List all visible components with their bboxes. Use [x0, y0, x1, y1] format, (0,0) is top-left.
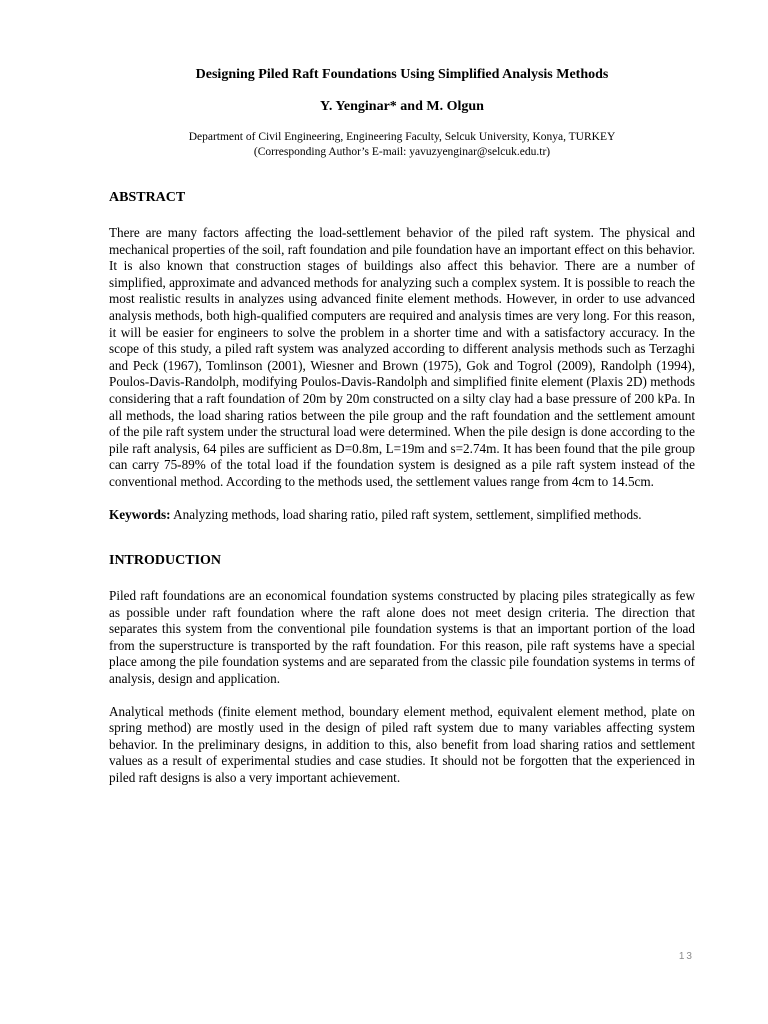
abstract-body: There are many factors affecting the load-settlement behavior of the piled raft system. The physical and mechanical properties of the soil, raft foundation and pile foundation have an important effect on this behavior. It is also known that construction stages of buildings also affect this behavior. There are a number of simplified, approximate and advanced methods for analyzing such a complex system. It is possible to reach the most realistic results in analyzes using advanced finite element methods. However, in order to use advanced analysis methods, both high-qualified computers are required and analysis times are very long. For this reason, it will be easier for engineers to solve the problem in a shorter time and with a satisfactory accuracy. In the scope of this study, a piled raft system was analyzed according to different analysis methods such as Terzaghi and Peck (1967), Tomlinson (2001), Wiesner and Brown (1975), Gok and Togrol (2009), Randolph (1994), Poulos-Davis-Randolph, modifying Poulos-Davis-Randolph and simplified finite element (Plaxis 2D) methods considering that a raft foundation of 20m by 20m constructed on a silty clay had a base pressure of 200 kPa. In all methods, the load sharing ratios between the pile group and the raft foundation and the settlement amount of the pile raft system under the structural load were determined. When the pile design is done according to the pile raft analysis, 64 piles are sufficient as D=0.8m, L=19m and s=2.74m. It has been found that the pile group can carry 75-89% of the total load if the foundation system is designed as a pile raft system instead of the conventional method. According to the methods used, the settlement values range from 4cm to 14.5cm. [109, 225, 695, 489]
paper-title: Designing Piled Raft Foundations Using Simplified Analysis Methods [195, 67, 609, 82]
page-number: 13 [678, 951, 694, 962]
keywords-label: Keywords: [109, 506, 171, 522]
corresponding-author-email: (Corresponding Author’s E-mail: yavuzyenginar@selcuk.edu.tr) [253, 146, 551, 158]
affiliation-block [109, 130, 695, 160]
keywords-text: Analyzing methods, load sharing ratio, piled raft system, settlement, simplified methods. [170, 506, 642, 522]
introduction-paragraph-2: Analytical methods (finite element method, boundary element method, equivalent element method, plate on spring method) are mostly used in the design of piled raft system due to many variables affecting system behavior. In the preliminary designs, in addition to this, also benefit from load sharing ratios and settlement values as a result of experimental studies and case studies. It should not be forgotten that the experienced in piled raft designs is also a very important achievement. [109, 703, 695, 786]
introduction-paragraph-1: Piled raft foundations are an economical foundation systems constructed by placing piles strategically as few as possible under raft foundation where the raft alone does not meet design criteria. The direction that separates this system from the conventional pile foundation systems is that an important portion of the load from the superstructure is transported by the raft foundation. For this reason, pile raft systems have a special place among the pile foundation systems and are separated from the classic pile foundation systems in terms of analysis, design and application. [109, 588, 695, 687]
keywords-paragraph [109, 507, 695, 524]
abstract-heading: ABSTRACT [109, 190, 186, 205]
paper-authors: Y. Yenginar* and M. Olgun [320, 99, 484, 114]
introduction-heading: INTRODUCTION [109, 553, 222, 569]
paper-page [109, 66, 695, 787]
affiliation-department: Department of Civil Engineering, Engineering Faculty, Selcuk University, Konya, TURKEY [188, 131, 616, 143]
